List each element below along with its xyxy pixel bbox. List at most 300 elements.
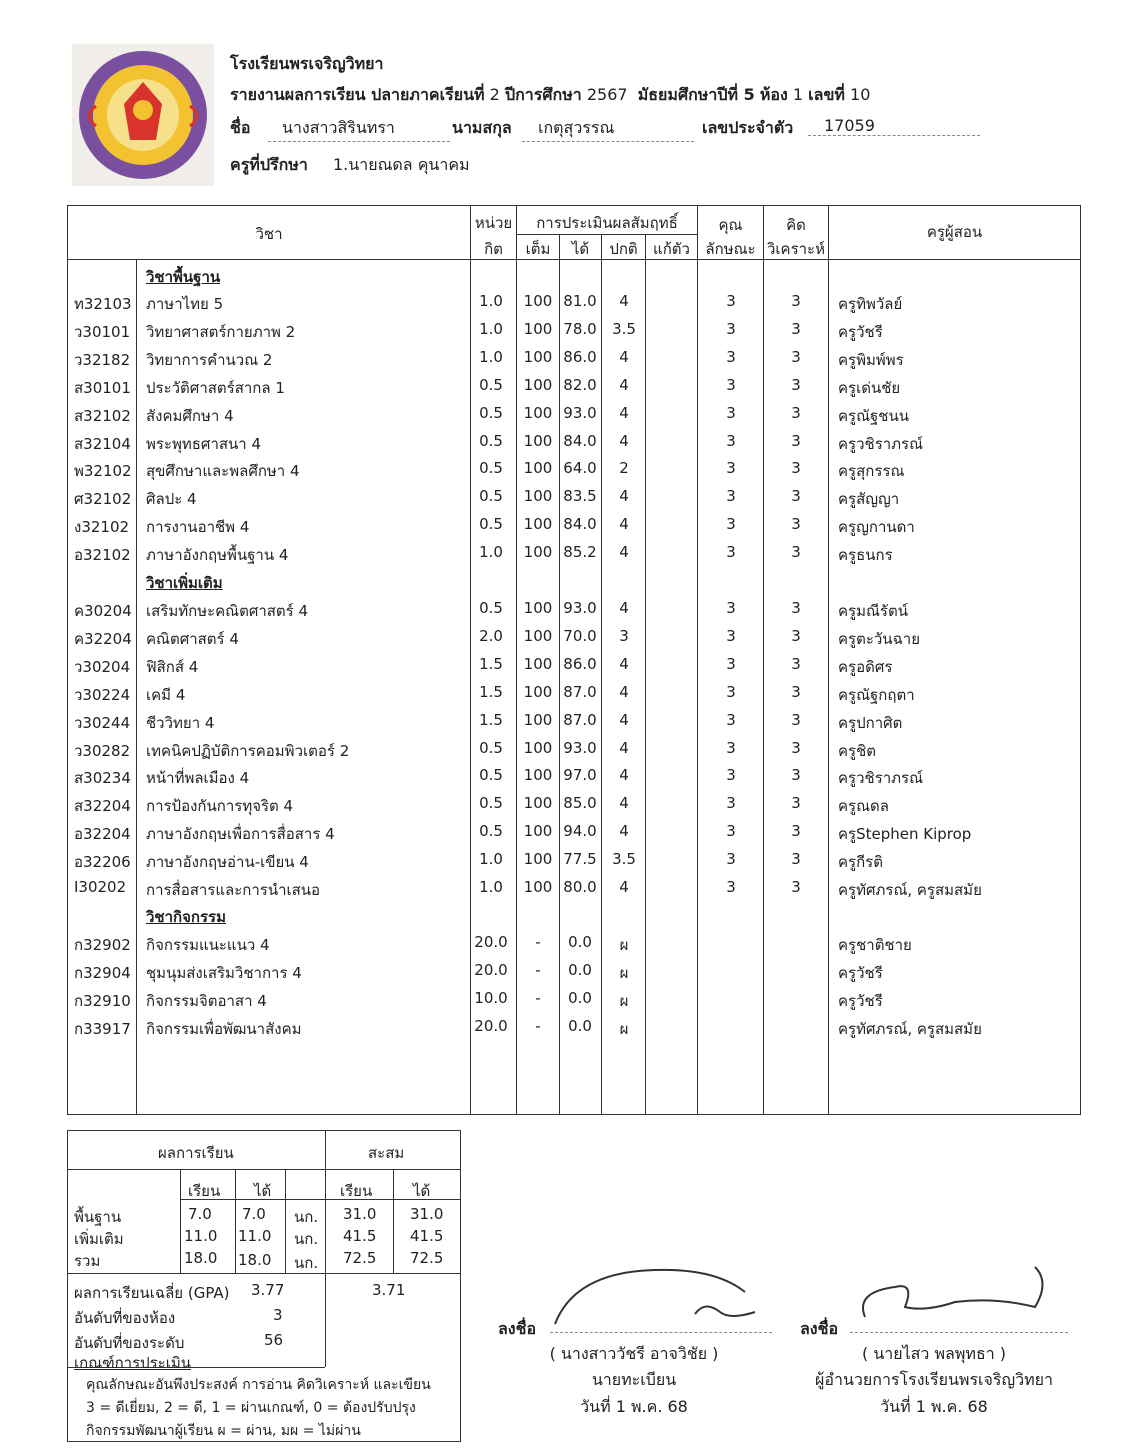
cell-code: ค32204 [74, 629, 132, 648]
table-row [68, 595, 1080, 623]
cell-code: ส32104 [74, 434, 131, 453]
director-signature [845, 1262, 1060, 1332]
cell-normal: 4 [619, 403, 629, 422]
term: 2 [489, 85, 500, 104]
cell-trait: 3 [726, 766, 736, 785]
gpa-value: 3.77 [251, 1281, 285, 1299]
cell-think: 3 [791, 599, 801, 617]
summary-divider-1 [180, 1169, 181, 1273]
table-row [68, 651, 1080, 679]
cell-normal: ผ [619, 963, 629, 982]
cell-credit: 10.0 [474, 988, 508, 1007]
no-label: เลขที่ [808, 85, 845, 104]
header-got: ได้ [571, 240, 590, 258]
cell-credit: 1.0 [479, 543, 503, 562]
total-acc-got: 72.5 [410, 1249, 444, 1267]
header-teacher: ครูผู้สอน [926, 223, 983, 241]
cell-think: 3 [791, 515, 801, 534]
director-role: ผู้อำนวยการโรงเรียนพรเจริญวิทยา [814, 1370, 1053, 1389]
cell-got: 84.0 [563, 515, 597, 534]
room-label: ห้อง [759, 85, 788, 104]
cell-name: ภาษาอังกฤษอ่าน-เขียน 4 [146, 853, 309, 872]
cell-code: ศ32102 [74, 490, 132, 509]
cell-credit: 0.5 [479, 738, 503, 757]
room-rank-label: อันดับที่ของห้อง [74, 1309, 176, 1327]
add-unit: นก. [294, 1230, 319, 1248]
cell-full: - [535, 1016, 541, 1035]
header-normal: ปกติ [609, 240, 638, 258]
cell-name: ฟิสิกส์ 4 [146, 657, 199, 676]
table-row [68, 288, 1080, 316]
cell-code: ส32204 [74, 797, 131, 816]
cell-credit: 2.0 [479, 626, 503, 645]
registrar-role: นายทะเบียน [591, 1370, 677, 1389]
cell-normal: 3.5 [612, 319, 636, 338]
cell-code: ว32182 [74, 350, 131, 369]
report-label: รายงานผลการเรียน ปลายภาคเรียนที่ [230, 85, 485, 104]
cell-think: 3 [791, 878, 801, 896]
header-subject: วิชา [255, 225, 283, 243]
cell-think: 3 [791, 654, 801, 673]
cell-trait: 3 [726, 738, 736, 757]
cell-think: 3 [791, 292, 801, 310]
cell-trait: 3 [726, 710, 736, 729]
cell-code: ก33917 [74, 1019, 131, 1038]
cell-got: 83.5 [563, 487, 597, 506]
table-row [68, 762, 1080, 790]
cell-credit: 0.5 [479, 766, 503, 785]
level-rank-value: 56 [264, 1331, 284, 1349]
cell-trait: 3 [726, 682, 736, 701]
header-full: เต็ม [525, 240, 551, 258]
cell-think: 3 [791, 794, 801, 813]
cell-teacher: ครูชิต [838, 741, 877, 760]
cell-think: 3 [791, 543, 801, 562]
cell-think: 3 [791, 459, 801, 478]
cell-normal: 4 [619, 431, 629, 450]
got-label: ได้ [254, 1182, 272, 1200]
table-row [68, 316, 1080, 344]
cell-credit: 0.5 [479, 599, 503, 617]
table-row [68, 623, 1080, 651]
group-basic-label: วิชาพื้นฐาน [146, 268, 221, 286]
cell-full: 100 [523, 738, 553, 757]
cell-normal: 4 [619, 766, 629, 785]
cell-got: 85.2 [563, 543, 597, 562]
cell-teacher: ครูณดล [838, 797, 889, 816]
cell-got: 0.0 [568, 933, 592, 951]
cell-teacher: ครูเด่นชัย [838, 378, 901, 397]
table-row [68, 455, 1080, 483]
cell-teacher: ครูStephen Kiprop [838, 825, 972, 844]
cell-code: I30202 [74, 878, 127, 896]
cell-full: 100 [523, 794, 553, 813]
advisor-name: 1.นายณดล คุนาคม [333, 155, 470, 174]
cell-trait: 3 [726, 403, 736, 422]
cell-trait: 3 [726, 822, 736, 841]
cell-got: 82.0 [563, 375, 597, 394]
cell-got: 77.5 [563, 850, 597, 869]
total-got: 18.0 [238, 1251, 272, 1269]
cell-name: คณิตศาสตร์ 4 [146, 629, 239, 648]
group-row-activity [68, 901, 1080, 929]
cell-credit: 0.5 [479, 794, 503, 813]
cell-normal: 4 [619, 682, 629, 701]
table-row [68, 679, 1080, 707]
cell-teacher: ครูวชิราภรณ์ [838, 434, 924, 453]
cell-normal: 4 [619, 375, 629, 394]
gpa-label: ผลการเรียนเฉลี่ย (GPA) [74, 1284, 230, 1302]
cell-name: กิจกรรมจิตอาสา 4 [146, 991, 267, 1010]
room-rank-value: 3 [273, 1306, 283, 1324]
cell-got: 64.0 [563, 459, 597, 478]
sign-label-left: ลงชื่อ [498, 1319, 537, 1338]
cell-full: 100 [523, 403, 553, 422]
cell-full: 100 [523, 543, 553, 562]
cell-full: 100 [523, 292, 553, 310]
cell-think: 3 [791, 431, 801, 450]
summary-divider-main [325, 1131, 326, 1367]
cell-credit: 0.5 [479, 487, 503, 506]
cell-got: 94.0 [563, 822, 597, 841]
cell-credit: 0.5 [479, 459, 503, 478]
cell-full: 100 [523, 515, 553, 534]
cell-normal: 3 [619, 626, 629, 645]
registrar-date: วันที่ 1 พ.ค. 68 [580, 1397, 688, 1416]
cell-normal: 4 [619, 878, 629, 896]
summary-header-line [68, 1169, 460, 1170]
cell-code: อ32102 [74, 546, 131, 565]
cell-name: ภาษาอังกฤษเพื่อการสื่อสาร 4 [146, 825, 335, 844]
add-label: เพิ่มเติม [74, 1230, 124, 1248]
accum-label: สะสม [368, 1144, 405, 1162]
cell-full: 100 [523, 319, 553, 338]
cell-code: อ32206 [74, 853, 131, 872]
group-activity-label: วิชากิจกรรม [146, 908, 226, 926]
total-unit: นก. [294, 1254, 319, 1272]
school-logo [72, 44, 214, 186]
table-row [68, 874, 1080, 902]
cell-normal: 4 [619, 347, 629, 366]
cell-code: ท32103 [74, 295, 132, 313]
cell-think: 3 [791, 850, 801, 869]
table-row [68, 428, 1080, 456]
cell-got: 93.0 [563, 403, 597, 422]
cell-full: 100 [523, 347, 553, 366]
cell-name: พระพุทธศาสนา 4 [146, 434, 262, 453]
registrar-signature [545, 1262, 765, 1332]
cell-credit: 0.5 [479, 431, 503, 450]
header-credit-1: หน่วย [474, 214, 513, 232]
cell-trait: 3 [726, 347, 736, 366]
cell-teacher: ครูทิพวัลย์ [838, 295, 903, 313]
cell-name: หน้าที่พลเมือง 4 [146, 769, 250, 788]
cell-normal: 4 [619, 794, 629, 813]
cell-full: - [535, 960, 541, 979]
cell-trait: 3 [726, 292, 736, 310]
cell-name: การสื่อสารและการนำเสนอ [146, 881, 321, 899]
cell-credit: 1.0 [479, 292, 503, 310]
cell-name: เคมี 4 [146, 685, 186, 704]
cell-teacher: ครูญกานดา [838, 518, 915, 537]
cell-full: 100 [523, 375, 553, 394]
acc-study-label: เรียน [340, 1182, 373, 1200]
cell-teacher: ครูอดิศร [838, 657, 893, 676]
cell-teacher: ครูชาติชาย [838, 936, 912, 954]
grades-table [67, 205, 1081, 1115]
cell-trait: 3 [726, 878, 736, 896]
sign-line-right [850, 1332, 1068, 1333]
summary-divider-4 [393, 1169, 394, 1273]
acc-got-label: ได้ [413, 1182, 431, 1200]
cell-trait: 3 [726, 375, 736, 394]
basic-acc-got: 31.0 [410, 1205, 444, 1223]
cell-think: 3 [791, 682, 801, 701]
year: 2567 [586, 85, 628, 104]
cell-trait: 3 [726, 626, 736, 645]
cell-teacher: ครูสัญญา [838, 490, 900, 509]
cell-trait: 3 [726, 459, 736, 478]
cell-name: ศิลปะ 4 [146, 490, 197, 509]
table-row [68, 985, 1080, 1013]
cell-got: 86.0 [563, 654, 597, 673]
cell-full: 100 [523, 487, 553, 506]
cell-normal: 4 [619, 515, 629, 534]
cell-normal: 4 [619, 738, 629, 757]
cell-credit: 1.5 [479, 682, 503, 701]
cell-normal: 4 [619, 543, 629, 562]
student-id: 17059 [808, 116, 980, 136]
cell-name: การป้องกันการทุจริต 4 [146, 797, 294, 816]
cell-trait: 3 [726, 515, 736, 534]
cell-trait: 3 [726, 794, 736, 813]
cell-credit: 20.0 [474, 933, 508, 951]
header-think-1: คิด [786, 216, 806, 234]
cell-full: 100 [523, 850, 553, 869]
grade-label: มัธยมศึกษาปีที่ 5 [637, 85, 755, 104]
cell-teacher: ครูวชิราภรณ์ [838, 769, 924, 788]
cell-trait: 3 [726, 487, 736, 506]
cell-teacher: ครูปกาศิต [838, 713, 903, 732]
summary-box [67, 1130, 461, 1442]
cell-name: เสริมทักษะคณิตศาสตร์ 4 [146, 602, 309, 620]
cell-normal: 4 [619, 487, 629, 506]
cell-teacher: ครูมณีรัตน์ [838, 602, 908, 620]
cell-credit: 0.5 [479, 822, 503, 841]
cell-credit: 1.0 [479, 347, 503, 366]
total-study: 18.0 [184, 1249, 218, 1267]
cell-full: 100 [523, 626, 553, 645]
cell-got: 70.0 [563, 626, 597, 645]
cell-full: 100 [523, 878, 553, 896]
cell-teacher: ครูณัฐชนน [838, 406, 909, 425]
summary-total-line [68, 1273, 460, 1274]
level-rank-label: อันดับที่ของระดับ [74, 1334, 185, 1352]
cell-code: ว30224 [74, 685, 131, 704]
room: 1 [792, 85, 804, 104]
cell-code: ว30282 [74, 741, 131, 760]
cell-name: เทคนิคปฏิบัติการคอมพิวเตอร์ 2 [146, 741, 350, 760]
cell-name: ภาษาอังกฤษพื้นฐาน 4 [146, 546, 289, 565]
cell-code: ง32102 [74, 518, 130, 537]
student-surname: เกตุสุวรรณ [522, 116, 694, 142]
cell-think: 3 [791, 375, 801, 394]
cell-normal: 2 [619, 459, 629, 478]
cell-name: ชุมนุมส่งเสริมวิชาการ 4 [146, 963, 302, 982]
director-date: วันที่ 1 พ.ค. 68 [880, 1397, 988, 1416]
cell-teacher: ครูสุกรรณ [838, 462, 905, 481]
summary-divider-3 [285, 1169, 286, 1273]
cell-credit: 20.0 [474, 1016, 508, 1035]
cell-code: ว30244 [74, 713, 131, 732]
cell-got: 85.0 [563, 794, 597, 813]
table-row [68, 929, 1080, 957]
cell-full: 100 [523, 459, 553, 478]
header-trait-1: คุณ [718, 216, 743, 234]
cell-got: 81.0 [563, 292, 597, 310]
group-row-additional [68, 567, 1080, 595]
cell-code: ก32910 [74, 991, 131, 1010]
group-additional-label: วิชาเพิ่มเติม [146, 574, 223, 592]
cell-name: วิทยาศาสตร์กายภาพ 2 [146, 322, 296, 341]
table-row [68, 818, 1080, 846]
cell-got: 84.0 [563, 431, 597, 450]
criteria-line-1: คุณลักษณะอันพึงประสงค์ การอ่าน คิดวิเคราะห์ และเขียน [86, 1377, 431, 1393]
cell-name: กิจกรรมเพื่อพัฒนาสังคม [146, 1019, 302, 1038]
cell-teacher: ครูตะวันฉาย [838, 629, 920, 648]
cell-teacher: ครูทัศภรณ์, ครูสมสมัย [838, 881, 982, 899]
cell-full: 100 [523, 766, 553, 785]
table-row [68, 511, 1080, 539]
cell-think: 3 [791, 738, 801, 757]
cell-credit: 0.5 [479, 375, 503, 394]
cell-credit: 1.5 [479, 710, 503, 729]
cell-name: ประวัติศาสตร์สากล 1 [146, 378, 285, 397]
cell-trait: 3 [726, 850, 736, 869]
id-label: เลขประจำตัว [702, 118, 794, 137]
cell-normal: 4 [619, 654, 629, 673]
cell-teacher: ครูพิมพ์พร [838, 350, 904, 369]
cell-normal: 4 [619, 292, 629, 310]
cell-trait: 3 [726, 599, 736, 617]
cell-credit: 1.0 [479, 319, 503, 338]
cell-code: ก32902 [74, 936, 131, 954]
basic-label: พื้นฐาน [74, 1208, 122, 1226]
cell-got: 0.0 [568, 960, 592, 979]
cell-name: วิทยาการคำนวณ 2 [146, 350, 273, 369]
cell-name: ภาษาไทย 5 [146, 295, 224, 313]
cell-full: 100 [523, 431, 553, 450]
cell-got: 78.0 [563, 319, 597, 338]
cell-credit: 1.0 [479, 850, 503, 869]
cell-normal: 3.5 [612, 850, 636, 869]
cell-trait: 3 [726, 654, 736, 673]
criteria-label: เกณฑ์การประเมิน [74, 1354, 192, 1372]
cell-code: ก32904 [74, 963, 131, 982]
advisor-label: ครูที่ปรึกษา [230, 155, 308, 174]
cell-teacher: ครูกีรติ [838, 853, 883, 872]
registrar-name: ( นางสาววัชรี อาจวิชัย ) [549, 1344, 719, 1363]
cell-full: 100 [523, 682, 553, 701]
cell-full: - [535, 933, 541, 951]
header-trait-2: ลักษณะ [705, 240, 756, 258]
student-no: 10 [850, 85, 871, 104]
cell-name: กิจกรรมแนะแนว 4 [146, 936, 270, 954]
header-credit-2: กิต [484, 240, 503, 258]
total-label: รวม [74, 1252, 101, 1270]
header-assessment: การประเมินผลสัมฤทธิ์ [536, 214, 678, 232]
add-study: 11.0 [184, 1227, 218, 1245]
cell-got: 0.0 [568, 1016, 592, 1035]
cell-think: 3 [791, 403, 801, 422]
table-row [68, 707, 1080, 735]
add-acc-study: 41.5 [343, 1227, 377, 1245]
table-row [68, 400, 1080, 428]
surname-label: นามสกุล [452, 118, 512, 137]
cell-teacher: ครูณัฐกฤตา [838, 685, 915, 704]
table-row [68, 846, 1080, 874]
director-name: ( นายไสว พลพุทธา ) [861, 1344, 1007, 1363]
cell-think: 3 [791, 766, 801, 785]
header-think-2: วิเคราะห์ [766, 240, 825, 258]
cell-got: 86.0 [563, 347, 597, 366]
cell-got: 0.0 [568, 988, 592, 1007]
cell-normal: 4 [619, 710, 629, 729]
cell-think: 3 [791, 626, 801, 645]
cell-teacher: ครูธนกร [838, 546, 893, 565]
year-label: ปีการศึกษา [504, 85, 582, 104]
total-acc-study: 72.5 [343, 1249, 377, 1267]
cell-trait: 3 [726, 431, 736, 450]
cell-name: ชีววิทยา 4 [146, 713, 215, 732]
cell-think: 3 [791, 710, 801, 729]
cell-credit: 0.5 [479, 403, 503, 422]
school-name: โรงเรียนพรเจริญวิทยา [230, 54, 384, 73]
cell-full: 100 [523, 710, 553, 729]
cell-full: 100 [523, 599, 553, 617]
cell-code: ส30234 [74, 769, 131, 788]
basic-got: 7.0 [242, 1205, 266, 1223]
sign-label-right: ลงชื่อ [800, 1319, 839, 1338]
criteria-line-3: กิจกรรมพัฒนาผู้เรียน ผ = ผ่าน, มผ = ไม่ผ่าน [86, 1423, 361, 1439]
cell-credit: 1.5 [479, 654, 503, 673]
sign-line-left [550, 1332, 772, 1333]
cell-trait: 3 [726, 319, 736, 338]
cell-teacher: ครูวัชรี [838, 322, 883, 341]
student-name: นางสาวสิรินทรา [268, 116, 450, 142]
table-row [68, 344, 1080, 372]
cell-full: - [535, 988, 541, 1007]
cell-got: 87.0 [563, 682, 597, 701]
cell-name: สุขศึกษาและพลศึกษา 4 [146, 462, 300, 481]
cell-teacher: ครูทัศภรณ์, ครูสมสมัย [838, 1019, 982, 1038]
cell-code: ว30101 [74, 322, 131, 341]
cell-normal: 4 [619, 599, 629, 617]
cell-think: 3 [791, 319, 801, 338]
cell-trait: 3 [726, 543, 736, 562]
cell-code: ค30204 [74, 602, 132, 620]
cell-normal: ผ [619, 991, 629, 1010]
cell-code: ส32102 [74, 406, 131, 425]
table-row [68, 957, 1080, 985]
cell-name: สังคมศึกษา 4 [146, 406, 234, 425]
cell-think: 3 [791, 487, 801, 506]
cell-teacher: ครูวัชรี [838, 991, 883, 1010]
study-label: เรียน [188, 1182, 221, 1200]
cell-name: การงานอาชีพ 4 [146, 518, 250, 537]
cell-credit: 20.0 [474, 960, 508, 979]
table-row [68, 1013, 1080, 1041]
